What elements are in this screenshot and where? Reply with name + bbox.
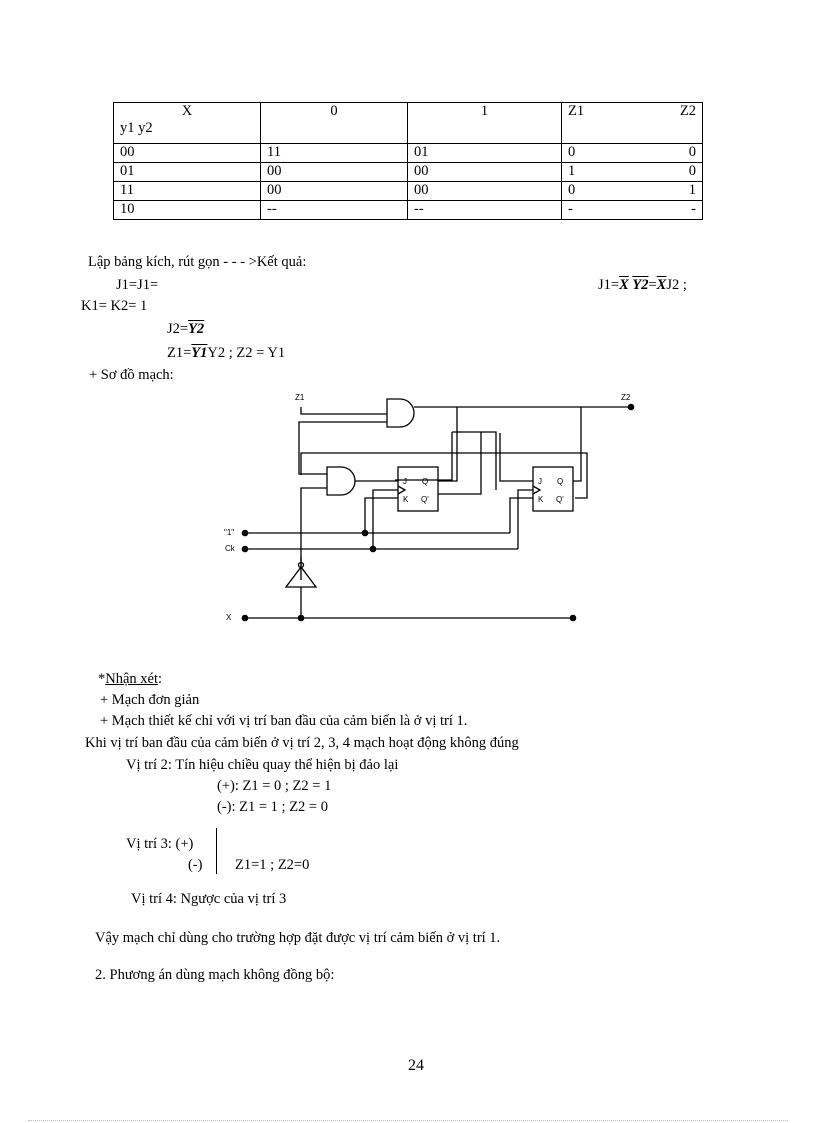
table-row (114, 182, 703, 201)
ff1-q-label: Q (422, 477, 429, 486)
vt3b-line: (-) (188, 857, 203, 873)
label-x: X (226, 613, 232, 622)
j1-xbar: $\overline{X}$ (619, 277, 629, 293)
vt4-line: Vị trí 4: Ngược của vị trí 3 (131, 891, 287, 907)
table-header-row (114, 103, 703, 144)
ff2-clock (533, 486, 540, 494)
row-c0: -- (261, 201, 408, 220)
row-c1: 01 (408, 144, 562, 163)
conclusion-line: Vậy mạch chỉ dùng cho trường hợp đặt được vị trí cảm biến ở vị trí 1. (95, 930, 501, 946)
vt3a-line: Vị trí 3: (+) (126, 836, 194, 852)
nhan-xet-heading (98, 671, 162, 688)
row-z1: - (568, 201, 573, 217)
table-row (114, 201, 703, 220)
j1-xbar2: $\overline{X}$ (656, 277, 667, 293)
row-z2: 1 (688, 182, 696, 198)
wire-and-low-in (301, 488, 327, 580)
z-line (167, 345, 285, 362)
ff2-qn-label: Q' (556, 495, 564, 504)
node-ck (242, 546, 249, 553)
so-do-label: + Sơ đồ mạch: (89, 367, 174, 383)
nhan-xet-word: Nhận xét (105, 671, 158, 687)
wire-ff2-j (500, 433, 533, 481)
row-z (562, 144, 703, 163)
wire-loop (301, 453, 587, 498)
j1-prefix: J1= (598, 277, 620, 293)
header-y: y1 y2 (120, 120, 153, 136)
ff1-qn-label: Q' (421, 495, 429, 504)
row-z (562, 182, 703, 201)
j2-prefix: J2= (167, 321, 189, 337)
row-z (562, 163, 703, 182)
header-xy-cell (114, 103, 261, 144)
section-2-heading: 2. Phương án dùng mạch không đồng bộ: (95, 967, 335, 983)
j1-eq: = (648, 277, 657, 293)
ff2-j-label: J (538, 477, 542, 486)
row-z1: 0 (568, 182, 576, 198)
footer-divider (28, 1120, 788, 1121)
header-z1: Z1 (568, 103, 585, 119)
header-z (562, 103, 703, 144)
wire-ff1-ck (373, 490, 398, 549)
wire-ff1-qn (438, 432, 481, 494)
wire-fb1b (395, 432, 452, 480)
header-z2: Z2 (679, 103, 696, 119)
wire-ff2-ck (518, 490, 533, 549)
table-row (114, 163, 703, 182)
j2-line (167, 321, 204, 338)
junction (298, 615, 305, 622)
row-z (562, 201, 703, 220)
wire-ff2-q (573, 407, 581, 481)
j1-tail: J2 ; (666, 277, 687, 293)
ff1-clock (398, 486, 405, 494)
nhan-xet-star: * (98, 671, 106, 687)
truth-table (113, 102, 703, 220)
vt2-line: Vị trí 2: Tín hiệu chiều quay thể hiện bị đảo lại (126, 757, 399, 773)
row-c0: 00 (261, 182, 408, 201)
wire-fb1 (452, 432, 496, 490)
header-col1: 1 (408, 103, 562, 144)
header-col0: 0 (261, 103, 408, 144)
node-z2 (628, 404, 635, 411)
wire-ff1-k (365, 498, 398, 533)
ff1-k-label: K (403, 495, 409, 504)
ff2-k-label: K (538, 495, 544, 504)
nx-line-1: + Mạch đơn giản (100, 692, 200, 708)
vt2a-line: (+): Z1 = 0 ; Z2 = 1 (217, 778, 332, 794)
node-x (242, 615, 249, 622)
vt3c-line: Z1=1 ; Z2=0 (235, 857, 310, 873)
label-ck: Ck (225, 544, 235, 553)
table-row (114, 144, 703, 163)
row-z1: 1 (568, 163, 576, 179)
j1-y2bar: Y2 (632, 277, 649, 293)
row-c1: -- (408, 201, 562, 220)
z1-prefix: Z1= (167, 345, 192, 361)
wire-ff1-q (438, 407, 457, 481)
ff1-j-label: J (403, 477, 407, 486)
label-one: "1" (224, 528, 235, 537)
z-tail: Y2 ; Z2 = Y1 (207, 345, 286, 361)
junction (362, 530, 369, 537)
junction (370, 546, 377, 553)
j1-left: J1=J1= (116, 277, 159, 293)
row-z2: 0 (688, 144, 696, 160)
ff2-q-label: Q (557, 477, 564, 486)
row-state: 01 (114, 163, 261, 182)
row-c0: 11 (261, 144, 408, 163)
kich-line: Lập bảng kích, rút gọn - - - >Kết quả: (88, 254, 307, 270)
row-z1: 0 (568, 144, 576, 160)
row-state: 10 (114, 201, 261, 220)
j2-y2bar: Y2 (188, 321, 205, 337)
wire-and-top-in (299, 422, 387, 474)
and-gate-low (327, 467, 355, 495)
page-number: 24 (408, 1057, 424, 1074)
node-x-end (570, 615, 577, 622)
wire-ff2-k (510, 498, 533, 533)
row-c1: 00 (408, 182, 562, 201)
row-state: 11 (114, 182, 261, 201)
nhan-xet-colon: : (158, 671, 163, 687)
j1-right (598, 277, 687, 294)
wire-z1 (301, 407, 387, 414)
node-one (242, 530, 249, 537)
label-z2: Z2 (621, 393, 631, 402)
vt3-bracket (216, 828, 217, 874)
header-x: X (181, 103, 193, 119)
k-line: K1= K2= 1 (81, 298, 148, 314)
z1-y1bar: Y1 (191, 345, 208, 361)
nx-line-2: + Mạch thiết kế chỉ với vị trí ban đầu của cảm biến là ở vị trí 1. (100, 713, 468, 729)
nx-line-3: Khi vị trí ban đầu của cảm biến ở vị trí 2, 3, 4 mạch hoạt động không đúng (85, 735, 519, 751)
row-state: 00 (114, 144, 261, 163)
vt2b-line: (-): Z1 = 1 ; Z2 = 0 (217, 799, 328, 815)
row-c1: 00 (408, 163, 562, 182)
circuit-diagram (215, 385, 645, 630)
row-c0: 00 (261, 163, 408, 182)
and-gate-top (387, 399, 414, 427)
label-z1: Z1 (295, 393, 305, 402)
row-z2: - (691, 201, 696, 217)
row-z2: 0 (688, 163, 696, 179)
